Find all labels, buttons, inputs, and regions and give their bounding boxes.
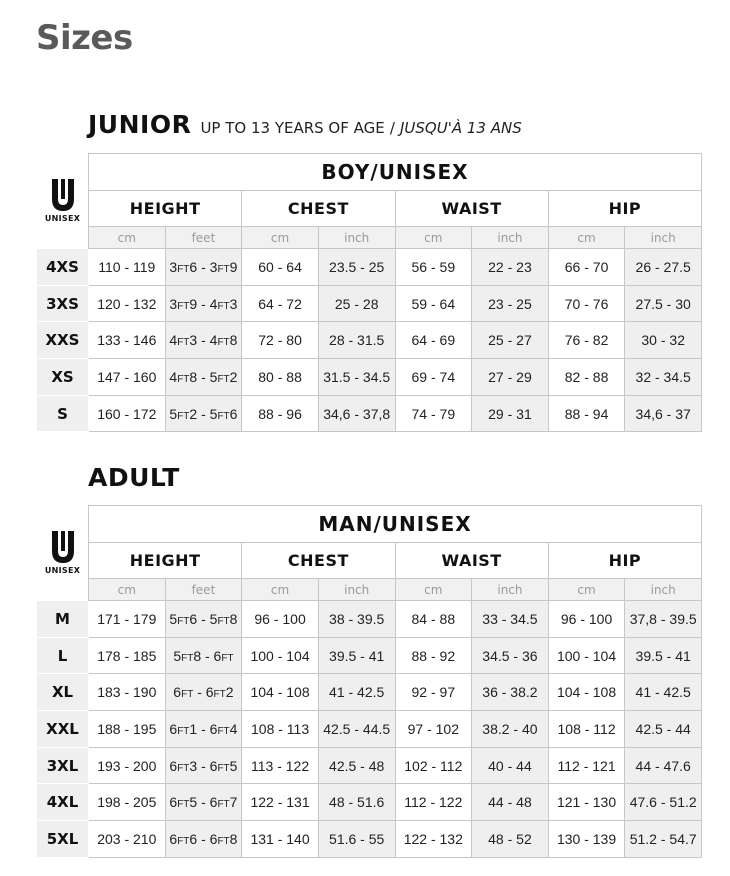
adult-measure-header-waist: WAIST — [395, 543, 548, 579]
table-cell: 42.5 - 44.5 — [318, 711, 395, 748]
table-cell: 23.5 - 25 — [318, 249, 395, 286]
table-cell: 5FT2 - 5FT6 — [165, 395, 242, 432]
table-cell: 48 - 51.6 — [318, 784, 395, 821]
table-cell: 74 - 79 — [395, 395, 472, 432]
size-label: 3XS — [37, 285, 89, 322]
table-cell: 42.5 - 44 — [625, 711, 702, 748]
table-cell: 41 - 42.5 — [625, 674, 702, 711]
junior-measure-header-chest: CHEST — [242, 191, 395, 227]
size-label: XXL — [37, 711, 89, 748]
table-cell: 6FT5 - 6FT7 — [165, 784, 242, 821]
unisex-logo — [37, 531, 89, 575]
table-cell: 183 - 190 — [89, 674, 166, 711]
table-cell: 44 - 47.6 — [625, 747, 702, 784]
adult-unit-header: cm — [242, 579, 319, 601]
table-row — [37, 395, 702, 432]
adult-unit-header: feet — [165, 579, 242, 601]
table-cell: 120 - 132 — [89, 285, 166, 322]
junior-size-table — [36, 153, 702, 432]
table-cell: 66 - 70 — [548, 249, 625, 286]
table-cell: 131 - 140 — [242, 821, 319, 858]
table-row — [37, 322, 702, 359]
table-cell: 100 - 104 — [548, 637, 625, 674]
unisex-u-icon — [50, 531, 76, 563]
adult-unit-header: cm — [548, 579, 625, 601]
size-label: XXS — [37, 322, 89, 359]
table-cell: 76 - 82 — [548, 322, 625, 359]
table-row — [37, 821, 702, 858]
table-row — [37, 637, 702, 674]
table-cell: 92 - 97 — [395, 674, 472, 711]
table-cell: 122 - 132 — [395, 821, 472, 858]
table-cell: 26 - 27.5 — [625, 249, 702, 286]
adult-band-header: MAN/UNISEX — [89, 506, 702, 543]
table-cell: 82 - 88 — [548, 359, 625, 396]
table-cell: 104 - 108 — [242, 674, 319, 711]
table-cell: 96 - 100 — [242, 601, 319, 638]
table-cell: 3FT6 - 3FT9 — [165, 249, 242, 286]
table-row — [37, 285, 702, 322]
table-cell: 4FT8 - 5FT2 — [165, 359, 242, 396]
junior-unit-header: inch — [625, 227, 702, 249]
table-cell: 41 - 42.5 — [318, 674, 395, 711]
table-cell: 69 - 74 — [395, 359, 472, 396]
table-cell: 34,6 - 37 — [625, 395, 702, 432]
table-cell: 56 - 59 — [395, 249, 472, 286]
unisex-logo — [37, 179, 89, 223]
table-cell: 40 - 44 — [472, 747, 549, 784]
table-cell: 38 - 39.5 — [318, 601, 395, 638]
junior-subtitle-fr: JUSQU'À 13 ANS — [400, 119, 522, 137]
table-cell: 188 - 195 — [89, 711, 166, 748]
adult-measure-header-chest: CHEST — [242, 543, 395, 579]
table-cell: 31.5 - 34.5 — [318, 359, 395, 396]
adult-unisex-logo-cell — [37, 506, 89, 601]
table-cell: 6FT6 - 6FT8 — [165, 821, 242, 858]
table-cell: 44 - 48 — [472, 784, 549, 821]
table-cell: 80 - 88 — [242, 359, 319, 396]
size-label: 4XL — [37, 784, 89, 821]
table-cell: 108 - 113 — [242, 711, 319, 748]
junior-unit-header: inch — [472, 227, 549, 249]
table-cell: 100 - 104 — [242, 637, 319, 674]
table-cell: 28 - 31.5 — [318, 322, 395, 359]
table-cell: 5FT8 - 6FT — [165, 637, 242, 674]
junior-measure-header-hip: HIP — [548, 191, 701, 227]
table-cell: 112 - 122 — [395, 784, 472, 821]
adult-section-title — [88, 463, 180, 492]
table-cell: 42.5 - 48 — [318, 747, 395, 784]
table-row — [37, 249, 702, 286]
table-cell: 25 - 28 — [318, 285, 395, 322]
unisex-u-icon — [50, 179, 76, 211]
page-title: Sizes — [36, 18, 133, 58]
table-row — [37, 784, 702, 821]
table-cell: 147 - 160 — [89, 359, 166, 396]
table-row — [37, 747, 702, 784]
junior-measure-header-waist: WAIST — [395, 191, 548, 227]
size-label: M — [37, 601, 89, 638]
junior-unit-header: inch — [318, 227, 395, 249]
table-cell: 64 - 72 — [242, 285, 319, 322]
table-cell: 72 - 80 — [242, 322, 319, 359]
table-cell: 48 - 52 — [472, 821, 549, 858]
adult-unit-header: inch — [472, 579, 549, 601]
adult-unit-header: cm — [395, 579, 472, 601]
table-cell: 104 - 108 — [548, 674, 625, 711]
table-cell: 193 - 200 — [89, 747, 166, 784]
table-row — [37, 601, 702, 638]
table-cell: 37,8 - 39.5 — [625, 601, 702, 638]
adult-measure-header-height: HEIGHT — [89, 543, 242, 579]
table-cell: 60 - 64 — [242, 249, 319, 286]
size-label: 5XL — [37, 821, 89, 858]
table-cell: 47.6 - 51.2 — [625, 784, 702, 821]
table-cell: 27.5 - 30 — [625, 285, 702, 322]
size-label: L — [37, 637, 89, 674]
table-row — [37, 359, 702, 396]
table-cell: 39.5 - 41 — [318, 637, 395, 674]
table-cell: 6FT1 - 6FT4 — [165, 711, 242, 748]
junior-section-title — [88, 110, 522, 139]
junior-table-body — [37, 154, 702, 432]
table-cell: 178 - 185 — [89, 637, 166, 674]
table-cell: 122 - 131 — [242, 784, 319, 821]
junior-title: JUNIOR — [88, 110, 192, 139]
table-cell: 51.6 - 55 — [318, 821, 395, 858]
table-cell: 84 - 88 — [395, 601, 472, 638]
table-cell: 6FT3 - 6FT5 — [165, 747, 242, 784]
table-cell: 88 - 92 — [395, 637, 472, 674]
table-cell: 32 - 34.5 — [625, 359, 702, 396]
table-row — [37, 674, 702, 711]
table-cell: 121 - 130 — [548, 784, 625, 821]
adult-title: ADULT — [88, 463, 180, 492]
size-label: XS — [37, 359, 89, 396]
adult-unit-header: cm — [89, 579, 166, 601]
junior-unit-header: feet — [165, 227, 242, 249]
size-label: S — [37, 395, 89, 432]
table-cell: 38.2 - 40 — [472, 711, 549, 748]
table-cell: 3FT9 - 4FT3 — [165, 285, 242, 322]
table-cell: 6FT - 6FT2 — [165, 674, 242, 711]
table-cell: 70 - 76 — [548, 285, 625, 322]
junior-measure-header-height: HEIGHT — [89, 191, 242, 227]
adult-unit-header: inch — [318, 579, 395, 601]
table-cell: 27 - 29 — [472, 359, 549, 396]
adult-size-table — [36, 505, 702, 858]
size-label: 3XL — [37, 747, 89, 784]
table-cell: 203 - 210 — [89, 821, 166, 858]
table-cell: 51.2 - 54.7 — [625, 821, 702, 858]
table-cell: 88 - 94 — [548, 395, 625, 432]
table-cell: 30 - 32 — [625, 322, 702, 359]
size-label: 4XS — [37, 249, 89, 286]
table-cell: 110 - 119 — [89, 249, 166, 286]
junior-unit-header: cm — [89, 227, 166, 249]
table-cell: 23 - 25 — [472, 285, 549, 322]
junior-subtitle: UP TO 13 YEARS OF AGE — [200, 119, 385, 137]
table-cell: 88 - 96 — [242, 395, 319, 432]
table-cell: 22 - 23 — [472, 249, 549, 286]
table-cell: 113 - 122 — [242, 747, 319, 784]
table-cell: 102 - 112 — [395, 747, 472, 784]
table-row — [37, 711, 702, 748]
table-cell: 160 - 172 — [89, 395, 166, 432]
table-cell: 112 - 121 — [548, 747, 625, 784]
table-cell: 34.5 - 36 — [472, 637, 549, 674]
junior-unit-header: cm — [242, 227, 319, 249]
unisex-logo-text: UNISEX — [44, 213, 81, 223]
table-cell: 36 - 38.2 — [472, 674, 549, 711]
size-label: XL — [37, 674, 89, 711]
table-cell: 25 - 27 — [472, 322, 549, 359]
table-cell: 4FT3 - 4FT8 — [165, 322, 242, 359]
adult-measure-header-hip: HIP — [548, 543, 701, 579]
adult-unit-header: inch — [625, 579, 702, 601]
table-cell: 5FT6 - 5FT8 — [165, 601, 242, 638]
junior-unit-header: cm — [548, 227, 625, 249]
table-cell: 34,6 - 37,8 — [318, 395, 395, 432]
table-cell: 171 - 179 — [89, 601, 166, 638]
adult-table-body — [37, 506, 702, 858]
junior-unisex-logo-cell — [37, 154, 89, 249]
junior-unit-header: cm — [395, 227, 472, 249]
junior-band-header: BOY/UNISEX — [89, 154, 702, 191]
table-cell: 64 - 69 — [395, 322, 472, 359]
junior-subtitle-separator: / — [389, 119, 395, 137]
table-cell: 198 - 205 — [89, 784, 166, 821]
table-cell: 108 - 112 — [548, 711, 625, 748]
table-cell: 29 - 31 — [472, 395, 549, 432]
table-cell: 133 - 146 — [89, 322, 166, 359]
table-cell: 97 - 102 — [395, 711, 472, 748]
unisex-logo-text: UNISEX — [44, 565, 81, 575]
table-cell: 39.5 - 41 — [625, 637, 702, 674]
table-cell: 130 - 139 — [548, 821, 625, 858]
table-cell: 96 - 100 — [548, 601, 625, 638]
table-cell: 33 - 34.5 — [472, 601, 549, 638]
table-cell: 59 - 64 — [395, 285, 472, 322]
